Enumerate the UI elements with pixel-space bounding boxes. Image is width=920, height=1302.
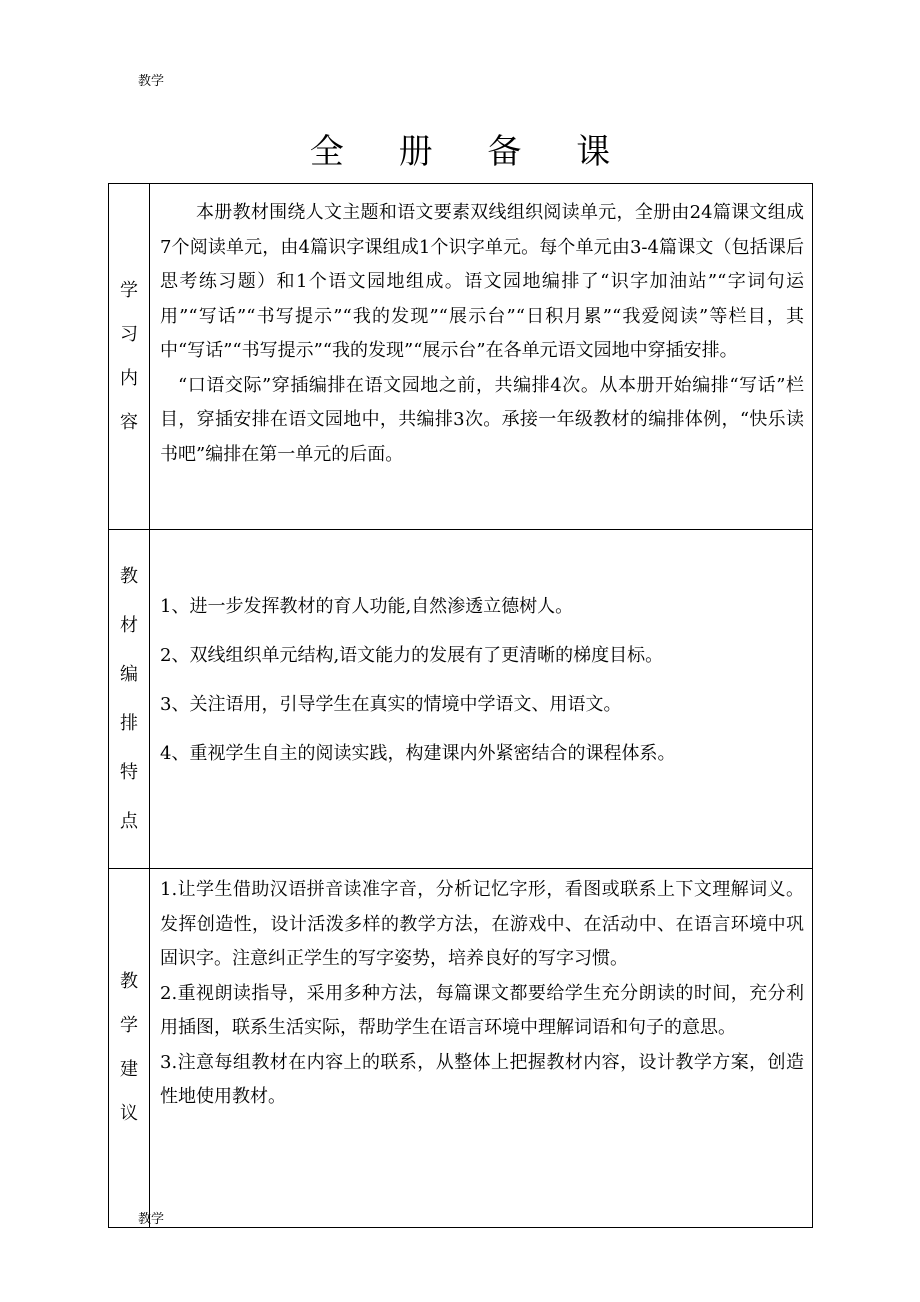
study-content-text bbox=[150, 184, 813, 530]
suggestion-item: 2.重视朗读指导，采用多种方法，每篇课文都要给学生充分朗读的时间，充分利用插图，联系生活实际，帮助学生在语言环境中理解词语和句子的意思。 bbox=[160, 982, 804, 1038]
header-mark: 教学 bbox=[138, 74, 165, 89]
label-teaching-suggestions: 教 学 建 议 bbox=[109, 869, 150, 1228]
feature-item: 2、双线组织单元结构,语文能力的发展有了更清晰的梯度目标。 bbox=[160, 645, 664, 666]
suggestion-item: 3.注意每组教材在内容上的联系，从整体上把握教材内容，设计教学方案，创造性地使用教材。 bbox=[160, 1051, 804, 1107]
row-study-content bbox=[109, 184, 813, 530]
textbook-features-list bbox=[150, 530, 813, 869]
study-content-paragraph-1: 本册教材围绕人文主题和语文要素双线组织阅读单元，全册由24篇课文组成7个阅读单元，由4篇识字课组成1个识字单元。每个单元由3-4篇课文（包括课后思考练习题）和1个语文园地组成。语文园地编排了“识字加油站”“字词句运用”“写话”“书写提示”“我的发现”“展示台”“日积月累”“我爱阅读”等栏目，其中“写话”“书写提示”“我的发现”“展示台”在各单元语文园地中穿插安排。 bbox=[160, 202, 804, 361]
label-textbook-features: 教 材 编 排 特 点 bbox=[109, 530, 150, 869]
page-title: 全 册 备 课 bbox=[309, 132, 633, 172]
footer-mark: 教学 bbox=[138, 1212, 165, 1227]
feature-item: 3、关注语用，引导学生在真实的情境中学语文、用语文。 bbox=[160, 694, 622, 715]
lesson-plan-table bbox=[108, 183, 813, 1228]
teaching-suggestions-text bbox=[150, 869, 813, 1228]
feature-item: 1、进一步发挥教材的育人功能,自然渗透立德树人。 bbox=[160, 596, 574, 617]
study-content-paragraph-2: “口语交际”穿插编排在语文园地之前，共编排4次。从本册开始编排“写话”栏目，穿插安排在语文园地中，共编排3次。承接一年级教材的编排体例，“快乐读书吧”编排在第一单元的后面。 bbox=[160, 374, 804, 465]
label-study-content: 学 习 内 容 bbox=[109, 184, 150, 530]
row-textbook-features bbox=[109, 530, 813, 869]
row-teaching-suggestions bbox=[109, 869, 813, 1228]
suggestion-item: 1.让学生借助汉语拼音读准字音，分析记忆字形，看图或联系上下文理解词义。发挥创造性，设计活泼多样的教学方法，在游戏中、在活动中、在语言环境中巩固识字。注意纠正学生的写字姿势，培养良好的写字习惯。 bbox=[160, 879, 804, 969]
feature-item: 4、重视学生自主的阅读实践，构建课内外紧密结合的课程体系。 bbox=[160, 743, 676, 764]
